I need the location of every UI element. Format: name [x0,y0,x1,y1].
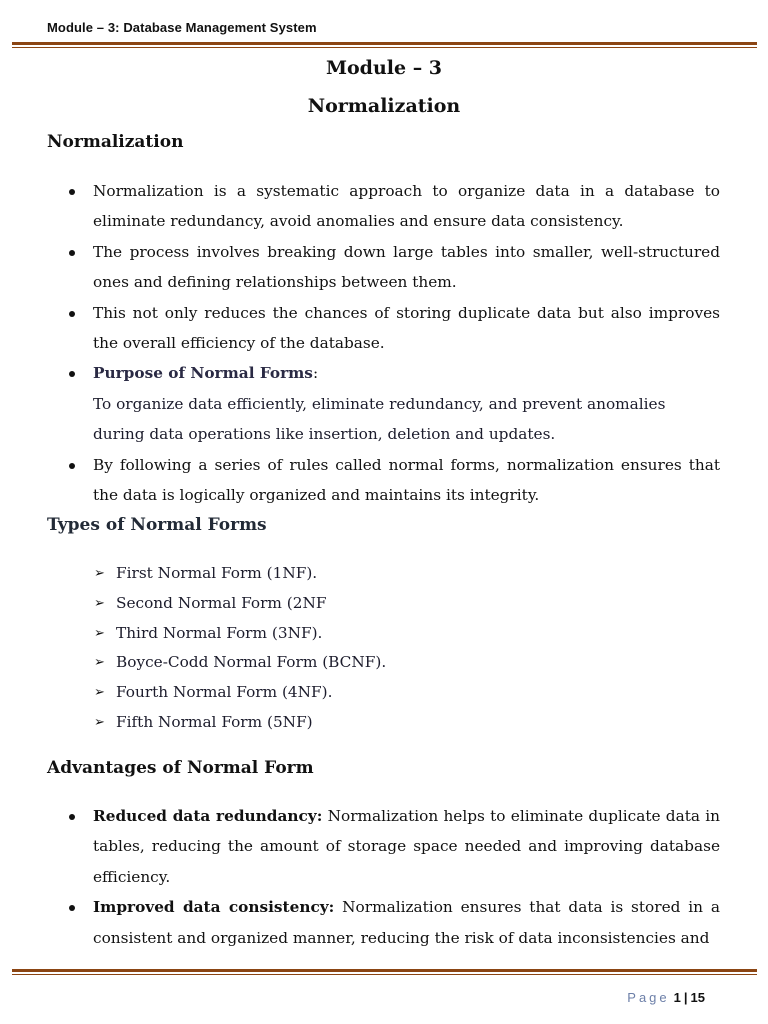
normal-form-label: Third Normal Form (3NF). [116,623,323,642]
bullet-icon [69,814,75,820]
advantage-text: Normalization ensures that data is stored in a consistent and organized manner, reducing the risk of data inconsistencies and [93,898,721,947]
arrow-bullet-icon: ➢ [94,625,105,641]
header-rule-thin [12,47,757,48]
normalization-bullet-list [47,176,720,510]
section-heading-normalization: Normalization [47,132,184,152]
normal-form-label: Fifth Normal Form (5NF) [116,712,313,731]
module-title: Module – 3 [325,57,443,79]
list-item [94,648,594,678]
list-item [94,708,594,738]
list-item [47,801,720,892]
advantage-text: Normalization helps to eliminate duplicate data in tables, reducing the amount of storage space needed and improving database efficiency. [93,807,720,886]
advantage-label: Improved data consistency: [93,898,335,917]
bullet-icon [69,463,75,469]
list-item [47,298,720,359]
purpose-label: Purpose of Normal Forms [93,364,313,383]
arrow-bullet-icon: ➢ [94,685,105,701]
section-heading-types: Types of Normal Forms [47,515,267,535]
bullet-text: By following a series of rules called normal forms, normalization ensures that the data is logically organized and maintains its integrity. [93,455,720,505]
list-item [47,176,720,237]
bullet-icon [69,311,75,317]
normal-forms-list [94,559,594,738]
normal-form-label: Fourth Normal Form (4NF). [116,683,333,702]
topic-title: Normalization [307,95,461,117]
bullet-text: The process involves breaking down large tables into smaller, well-structured ones and defining relationships between them. [93,242,720,292]
list-item [47,237,720,298]
header-rule-thick [12,42,757,45]
header-rule [12,42,757,49]
normal-form-label: Second Normal Form (2NF [116,593,327,612]
footer-rule-thick [12,969,757,972]
normal-form-label: First Normal Form (1NF). [116,564,318,582]
bullet-icon [69,905,75,911]
bullet-icon [69,189,75,195]
page-word: Page [627,990,670,1005]
list-item [47,450,720,511]
list-item [47,892,720,953]
list-item [94,619,594,649]
arrow-bullet-icon: ➢ [94,566,105,581]
list-item [94,559,594,589]
footer-rule-thin [12,974,757,975]
list-item [47,358,720,449]
purpose-colon: : [312,364,319,383]
arrow-bullet-icon: ➢ [94,714,105,730]
section-heading-advantages: Advantages of Normal Form [47,758,314,778]
footer-rule [12,969,757,976]
advantages-bullet-list [47,801,720,953]
arrow-bullet-icon: ➢ [94,595,105,611]
list-item [94,589,594,619]
page-footer [627,990,705,1005]
bullet-text: Normalization is a systematic approach to organize data in a database to eliminate redundancy, avoid anomalies and ensure data consistency. [93,182,720,231]
normal-form-label: Boyce-Codd Normal Form (BCNF). [116,653,387,672]
page-number: 1 [673,990,681,1005]
bullet-text: This not only reduces the chances of storing duplicate data but also improves the overall efficiency of the database. [93,303,720,353]
arrow-bullet-icon: ➢ [94,655,105,671]
advantage-label: Reduced data redundancy: [93,807,323,825]
page-separator: | [683,990,688,1005]
running-header: Module – 3: Database Management System [47,20,317,35]
bullet-icon [69,250,75,256]
list-item [94,678,594,708]
bullet-icon [69,371,75,377]
total-pages: 15 [690,990,705,1005]
purpose-text: To organize data efficiently, eliminate redundancy, and prevent anomalies during data operations like insertion, deletion and updates. [93,394,666,444]
